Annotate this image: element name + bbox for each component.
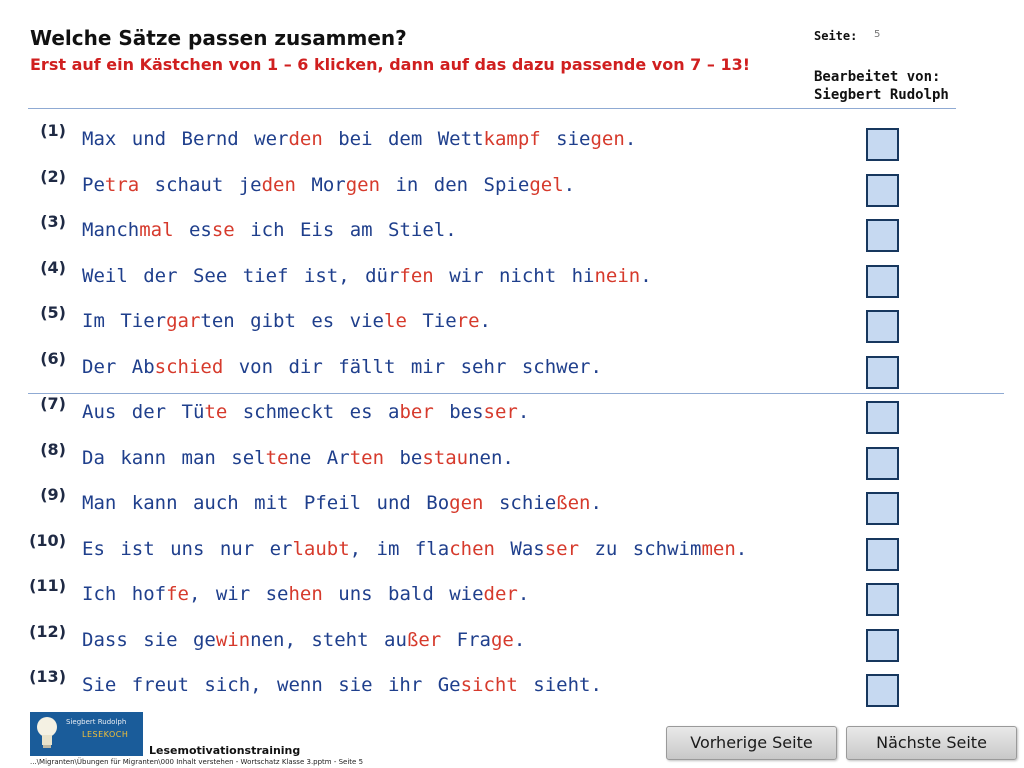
sentence-number: (1): [40, 121, 66, 140]
sentence-segment: Pe: [82, 173, 105, 196]
sentence-text: [82, 219, 457, 241]
leseKoch-logo: [30, 712, 143, 756]
sentence-number: (7): [40, 394, 66, 413]
sentence-row: [0, 257, 1024, 295]
sentence-segment: Aus der Tü: [82, 401, 205, 423]
sentence-segment: von dir fällt mir sehr schwer.: [223, 355, 602, 378]
answer-checkbox[interactable]: [866, 265, 899, 298]
sentence-text: [82, 492, 602, 514]
sentence-number: (9): [40, 485, 66, 504]
syllable-highlight: stau: [422, 446, 469, 469]
sentence-segment: .: [563, 173, 576, 196]
lightbulb-icon: [36, 716, 58, 750]
syllable-highlight: gar: [166, 310, 201, 332]
syllable-highlight: fe: [166, 583, 189, 605]
answer-checkbox[interactable]: [866, 629, 899, 662]
author-name: Siegbert Rudolph: [814, 87, 949, 103]
sentence-row: [0, 576, 1024, 613]
sentence-segment: Weil der See tief ist, dür: [82, 264, 400, 287]
sentence-row: [0, 303, 1024, 340]
answer-checkbox[interactable]: [866, 310, 899, 343]
sentence-segment: Max und Bernd wer: [82, 128, 289, 150]
sentence-segment: .: [517, 401, 530, 423]
syllable-highlight: ßer: [406, 628, 442, 651]
sentence-row: [0, 485, 1024, 522]
sentence-number: (4): [40, 257, 66, 277]
sentence-segment: Tie: [406, 310, 457, 332]
sentence-segment: ich Eis am Stiel.: [234, 219, 457, 241]
sentence-row: [0, 439, 1024, 477]
middle-divider: [28, 393, 1004, 394]
sentence-segment: Dass sie ge: [82, 628, 216, 651]
sentence-segment: sieht.: [517, 674, 602, 696]
page-label: Seite:: [814, 29, 858, 43]
syllable-highlight: nein: [594, 264, 641, 287]
sentence-number: (5): [40, 303, 66, 322]
sentence-number: (3): [40, 212, 66, 231]
next-page-button[interactable]: Nächste Seite: [846, 726, 1017, 760]
sentence-row: [0, 121, 1024, 158]
sentence-segment: bei dem Wett: [322, 128, 484, 150]
sentence-segment: , im fla: [349, 537, 450, 560]
sentence-row: [0, 530, 1024, 568]
syllable-highlight: ber: [399, 401, 434, 423]
sentence-segment: ne Ar: [288, 446, 350, 469]
sentence-segment: ten gibt es vie: [200, 310, 384, 332]
syllable-highlight: te: [265, 446, 289, 469]
sentence-segment: , wir se: [188, 583, 289, 605]
sentence-segment: Man kann auch mit Pfeil und Bo: [82, 492, 450, 514]
sentence-number: (11): [29, 576, 66, 595]
syllable-highlight: ser: [544, 537, 580, 560]
sentence-text: [82, 310, 491, 332]
sentence-row: [0, 394, 1024, 431]
sentence-segment: Da kann man sel: [82, 446, 266, 469]
sentence-row: [0, 166, 1024, 204]
syllable-highlight: gen: [590, 128, 625, 150]
sentence-segment: Manch: [82, 219, 140, 241]
sentence-number: (12): [29, 621, 66, 641]
sentence-segment: sie: [540, 128, 591, 150]
sentence-segment: nen, steht au: [250, 628, 407, 651]
sentence-text: [82, 265, 652, 287]
sentence-segment: .: [590, 492, 602, 514]
sentence-segment: Mor: [295, 173, 346, 196]
syllable-highlight: ge: [490, 628, 514, 651]
syllable-highlight: gen: [449, 492, 484, 514]
sentence-segment: schmeckt es a: [227, 401, 400, 423]
sentence-text: [82, 583, 529, 605]
sentence-text: [82, 174, 575, 196]
syllable-highlight: tra: [104, 173, 140, 196]
logo-brand: LESEKOCH: [82, 730, 129, 739]
sentence-text: [82, 356, 602, 378]
syllable-highlight: hen: [288, 583, 323, 605]
sentence-number: (13): [29, 667, 66, 686]
sentence-segment: .: [479, 310, 491, 332]
answer-checkbox[interactable]: [866, 174, 899, 207]
syllable-highlight: laubt: [292, 537, 350, 560]
sentence-segment: be: [384, 446, 423, 469]
syllable-highlight: ten: [349, 446, 385, 469]
author-label: Bearbeitet von:: [814, 69, 941, 85]
sentence-row: [0, 212, 1024, 249]
sentence-segment: Der Ab: [82, 355, 155, 378]
sentence-segment: nen.: [468, 446, 514, 469]
logo-name: Siegbert Rudolph: [66, 718, 127, 726]
syllable-highlight: men: [701, 537, 736, 560]
answer-checkbox[interactable]: [866, 401, 899, 434]
sentence-segment: .: [735, 537, 748, 560]
sentence-segment: es: [173, 219, 212, 241]
sentence-segment: .: [640, 264, 652, 287]
syllable-highlight: te: [204, 401, 228, 423]
sentence-segment: schie: [483, 492, 557, 514]
sentence-segment: .: [624, 128, 637, 150]
answer-checkbox[interactable]: [866, 219, 899, 252]
syllable-highlight: chen: [449, 537, 495, 560]
answer-checkbox[interactable]: [866, 538, 899, 571]
instruction-text: Erst auf ein Kästchen von 1 – 6 klicken, dann auf das dazu passende von 7 – 13!: [30, 55, 751, 74]
syllable-highlight: fen: [399, 264, 434, 287]
syllable-highlight: der: [483, 583, 518, 605]
previous-page-button[interactable]: Vorherige Seite: [666, 726, 837, 760]
answer-checkbox[interactable]: [866, 356, 899, 389]
sentence-row: [0, 348, 1024, 386]
sentence-segment: Ich hof: [82, 583, 167, 605]
sentence-segment: Fra: [441, 628, 491, 651]
sentence-text: [82, 629, 525, 651]
syllable-highlight: se: [211, 219, 235, 241]
syllable-highlight: win: [215, 628, 251, 651]
syllable-highlight: gel: [529, 173, 564, 196]
sentence-segment: Es ist uns nur er: [82, 537, 293, 560]
syllable-highlight: ser: [483, 401, 518, 423]
sentence-segment: in den Spie: [380, 173, 530, 196]
sentence-segment: zu schwim: [579, 537, 702, 560]
syllable-highlight: re: [456, 310, 480, 332]
sentence-segment: Was: [494, 537, 545, 560]
sentence-text: [82, 401, 529, 423]
answer-checkbox[interactable]: [866, 583, 899, 616]
sentence-number: (8): [40, 439, 66, 459]
answer-checkbox[interactable]: [866, 447, 899, 480]
page-title: Welche Sätze passen zusammen?: [30, 26, 407, 50]
sentence-row: [0, 667, 1024, 704]
sentence-segment: .: [513, 628, 526, 651]
answer-checkbox[interactable]: [866, 492, 899, 525]
sentence-segment: bes: [433, 401, 484, 423]
sentence-text: [82, 538, 747, 560]
sentence-row: [0, 621, 1024, 659]
sentence-segment: .: [517, 583, 530, 605]
sentence-number: (2): [40, 166, 66, 186]
syllable-highlight: kampf: [483, 128, 541, 150]
page-number: 5: [874, 29, 881, 40]
syllable-highlight: den: [288, 128, 323, 150]
syllable-highlight: gen: [345, 173, 381, 196]
answer-checkbox[interactable]: [866, 128, 899, 161]
sentence-segment: Im Tier: [82, 310, 167, 332]
sentence-number: (10): [29, 530, 66, 550]
footer-title: Lesemotivationstraining: [149, 744, 301, 757]
sentence-segment: schaut je: [139, 173, 262, 196]
sentence-segment: uns bald wie: [322, 583, 484, 605]
sentence-number: (6): [40, 348, 66, 368]
syllable-highlight: sicht: [460, 674, 518, 696]
sentence-text: [82, 447, 514, 469]
answer-checkbox[interactable]: [866, 674, 899, 707]
syllable-highlight: mal: [139, 219, 174, 241]
sentence-text: [82, 674, 602, 696]
top-divider: [28, 108, 956, 109]
sentence-segment: wir nicht hi: [433, 264, 595, 287]
footer-file-path: ...\Migranten\Übungen für Migranten\000 Inhalt verstehen - Wortschatz Klasse 3.pptm - Seite 5: [30, 758, 364, 766]
sentence-text: [82, 128, 636, 150]
syllable-highlight: den: [261, 173, 296, 196]
syllable-highlight: le: [384, 310, 407, 332]
syllable-highlight: schied: [154, 355, 224, 378]
syllable-highlight: ßen: [556, 492, 591, 514]
sentence-segment: Sie freut sich, wenn sie ihr Ge: [82, 674, 461, 696]
